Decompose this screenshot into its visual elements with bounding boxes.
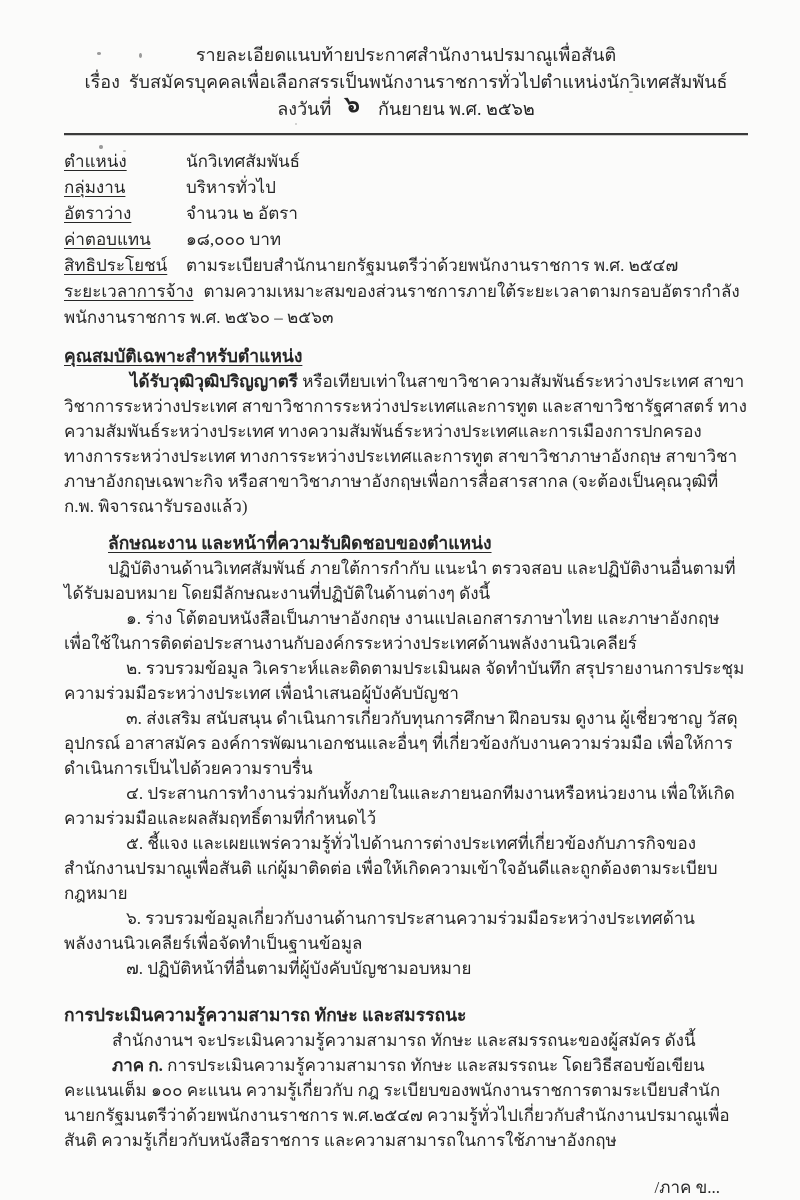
info-row-vacancy — [64, 201, 748, 227]
assessment-heading: การประเมินความรู้ความสามารถ ทักษะ และสมรรถนะ — [64, 1005, 467, 1025]
info-label: ตำแหน่ง — [64, 152, 127, 171]
duty-item-2: ๒. รวบรวมข้อมูล วิเคราะห์และติดตามประเมินผล จัดทำบันทึก สรุปรายงานการประชุมความร่วมมือระหว่างประเทศ เพื่อนำเสนอผู้บังคับบัญชา — [64, 659, 745, 703]
duty-item-7: ๗. ปฏิบัติหน้าที่อื่นตามที่ผู้บังคับบัญชามอบหมาย — [126, 959, 472, 978]
handwritten-date-number: ๖ — [344, 91, 361, 118]
info-row-salary — [64, 227, 748, 253]
qualifications-section — [64, 344, 748, 519]
duty-item-1: ๑. ร่าง โต้ตอบหนังสือเป็นภาษาอังกฤษ งานแปลเอกสารภาษาไทย และภาษาอังกฤษ เพื่อใช้ในการติดต่อประสานงานกับองค์กรระหว่างประเทศด้านพลังงานนิวเคลียร์ — [64, 609, 720, 653]
info-value: จำนวน ๒ อัตรา — [186, 204, 298, 223]
date-prefix: ลงวันที่ — [277, 99, 332, 119]
info-value: ๑๘,๐๐๐ บาท — [186, 230, 282, 249]
duty-item-5: ๕. ชี้แจง และเผยแพร่ความรู้ทั่วไปด้านการต่างประเทศที่เกี่ยวข้องกับภารกิจของสำนักงานปรมาณูเพื่อสันติ แก่ผู้มาติดต่อ เพื่อให้เกิดความเข้าใจอันดีและถูกต้องตามระเบียบกฎหมาย — [64, 834, 718, 903]
header-title: รายละเอียดแนบท้ายประกาศสำนักงานปรมาณูเพื่อสันติ — [195, 45, 617, 65]
duties-section — [64, 531, 748, 981]
subject-prefix: เรื่อง — [84, 72, 120, 92]
qualifications-body: หรือเทียบเท่าในสาขาวิชาความสัมพันธ์ระหว่างประเทศ สาขาวิชาการระหว่างประเทศ สาขาวิชาการระหว่างประเทศและการทูต และสาขาวิชารัฐศาสตร์ ทางความสัมพันธ์ระหว่างประเทศ ทางความสัมพันธ์ระหว่างประเทศและการเมืองการปกครอง ทางการระหว่างประเทศ ทางการระหว่างประเทศและการทูต สาขาวิชาภาษาอังกฤษ สาขาวิชาภาษาอังกฤษเฉพาะกิจ หรือสาขาวิชาภาษาอังกฤษเพื่อการสื่อสารสากล (จะต้องเป็นคุณวุฒิที่ ก.พ. พิจารณารับรองแล้ว) — [64, 372, 747, 516]
document-header — [64, 42, 748, 123]
info-row-group — [64, 175, 748, 201]
info-value: บริหารทั่วไป — [186, 178, 276, 197]
scan-noise-speck — [99, 145, 103, 149]
scan-noise-speck — [139, 53, 142, 58]
page-continuation-marker: /ภาค ข... — [654, 1178, 720, 1197]
scan-noise-speck — [295, 123, 297, 125]
scan-noise-speck — [629, 91, 633, 93]
part-a-text: การประเมินความรู้ความสามารถ ทักษะ และสมรรถนะ โดยวิธีสอบข้อเขียน คะแนนเต็ม ๑๐๐ คะแนน ความรู้เกี่ยวกับ กฎ ระเบียบของพนักงานราชการตามระเบียบสำนักนายกรัฐมนตรีว่าด้วยพนักงานราชการ พ.ศ.๒๕๔๗ ความรู้ทั่วไปเกี่ยวกับสำนักงานปรมาณูเพื่อสันติ ความรู้เกี่ยวกับหนังสือราชการ และความสามารถในการใช้ภาษาอังกฤษ — [64, 1056, 730, 1150]
position-info-section — [64, 149, 748, 331]
info-label: ค่าตอบแทน — [64, 230, 151, 249]
qualifications-heading: คุณสมบัติเฉพาะสำหรับตำแหน่ง — [64, 346, 303, 366]
assessment-intro: สำนักงานฯ จะประเมินความรู้ความสามารถ ทักษะ และสมรรถนะของผู้สมัคร ดังนี้ — [112, 1031, 696, 1050]
employment-period — [64, 279, 748, 331]
info-label: อัตราว่าง — [64, 204, 132, 223]
duties-intro: ปฏิบัติงานด้านวิเทศสัมพันธ์ ภายใต้การกำกับ แนะนำ ตรวจสอบ และปฏิบัติงานอื่นตามที่ได้รับมอบหมาย โดยมีลักษณะงานที่ปฏิบัติในด้านต่างๆ ดังนี้ — [64, 559, 736, 603]
header-date-line — [64, 91, 748, 123]
duty-item-3: ๓. ส่งเสริม สนับสนุน ดำเนินการเกี่ยวกับทุนการศึกษา ฝึกอบรม ดูงาน ผู้เชี่ยวชาญ วัสดุอุปกรณ์ อาสาสมัคร องค์การพัฒนาเอกชนและอื่นๆ ที่เกี่ยวข้องกับงานความร่วมมือ เพื่อให้การดำเนินการเป็นไปด้วยความราบรื่น — [64, 709, 738, 778]
info-value: ตามระเบียบสำนักนายกรัฐมนตรีว่าด้วยพนักงานราชการ พ.ศ. ๒๕๔๗ — [186, 256, 679, 275]
qualifications-paragraph — [64, 369, 748, 519]
duties-heading: ลักษณะงาน และหน้าที่ความรับผิดชอบของตำแหน่ง — [108, 533, 492, 553]
date-suffix: กันยายน พ.ศ. ๒๕๖๒ — [377, 99, 535, 119]
scan-noise-speck — [97, 52, 101, 55]
assessment-part-a — [64, 1053, 748, 1153]
qualifications-lead: ได้รับวุฒิวุฒิปริญญาตรี — [130, 372, 298, 391]
info-row-position — [64, 149, 748, 175]
info-value: นักวิเทศสัมพันธ์ — [186, 152, 301, 171]
employment-label: ระยะเวลาการจ้าง — [64, 282, 194, 301]
header-subject-line — [64, 69, 748, 96]
scan-noise-speck — [123, 150, 126, 152]
info-row-benefits — [64, 253, 748, 279]
duty-item-6: ๖. รวบรวมข้อมูลเกี่ยวกับงานด้านการประสานความร่วมมือระหว่างประเทศด้านพลังงานนิวเคลียร์เพื่อจัดทำเป็นฐานข้อมูล — [64, 909, 695, 953]
subject-text: รับสมัครบุคคลเพื่อเลือกสรรเป็นพนักงานราชการทั่วไปตำแหน่งนักวิเทศสัมพันธ์ — [128, 72, 728, 92]
duty-item-4: ๔. ประสานการทำงานร่วมกันทั้งภายในและภายนอกทีมงานหรือหน่วยงาน เพื่อให้เกิดความร่วมมือและผลสัมฤทธิ์ตามที่กำหนดไว้ — [64, 784, 735, 828]
employment-text: ตามความเหมาะสมของส่วนราชการภายใต้ระยะเวลาตามกรอบอัตรากำลังพนักงานราชการ พ.ศ. ๒๕๖๐ – ๒๕๖๓ — [64, 282, 740, 327]
info-label: กลุ่มงาน — [64, 178, 126, 197]
assessment-section — [64, 1003, 748, 1153]
part-a-label: ภาค ก. — [112, 1056, 163, 1075]
info-label: สิทธิประโยชน์ — [64, 256, 168, 275]
horizontal-divider — [64, 133, 748, 135]
